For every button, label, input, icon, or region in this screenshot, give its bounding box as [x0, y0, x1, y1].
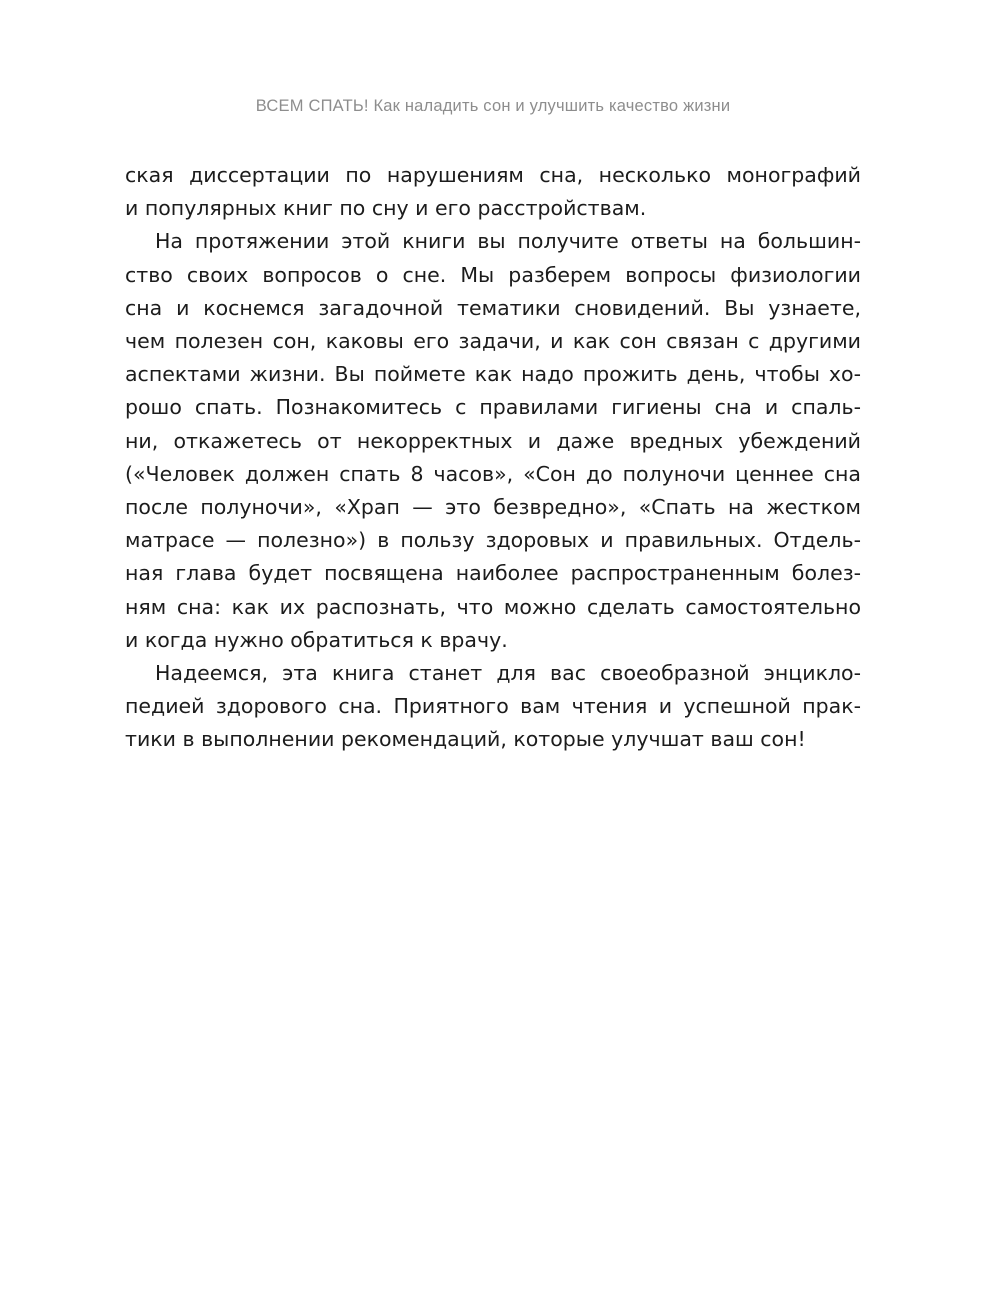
text-line: ская диссертации по нарушениям сна, несколько монографий [125, 163, 861, 187]
text-line: ням сна: как их распознать, что можно сделать самостоятельно [125, 594, 861, 619]
text-line: и популярных книг по сну и его расстройствам. [125, 196, 647, 221]
text-line: ная глава будет посвящена наиболее распространенным болез- [125, 561, 861, 586]
text-line: рошо спать. Познакомитесь с правилами гигиены сна и спаль- [125, 395, 861, 420]
text-line: тики в выполнении рекомендаций, которые улучшат ваш сон! [125, 727, 806, 752]
text-line: На протяжении этой книги вы получите ответы на большин- [155, 229, 861, 254]
text-line: ство своих вопросов о сне. Мы разберем вопросы физиологии [125, 262, 861, 287]
running-header: ВСЕМ СПАТЬ! Как наладить сон и улучшить качество жизни [255, 97, 731, 115]
text-line: Надеемся, эта книга станет для вас своеобразной энцикло- [155, 661, 861, 686]
text-line: ни, откажетесь от некорректных и даже вредных убеждений [125, 428, 861, 453]
text-line: аспектами жизни. Вы поймете как надо прожить день, чтобы хо- [125, 362, 861, 387]
text-line: («Человек должен спать 8 часов», «Сон до полуночи ценнее сна [125, 461, 861, 486]
text-line: и когда нужно обратиться к врачу. [125, 627, 508, 652]
page-body [125, 159, 861, 757]
text-line: сна и коснемся загадочной тематики сновидений. Вы узнаете, [125, 295, 861, 320]
text-line: чем полезен сон, каковы его задачи, и как сон связан с другими [125, 329, 861, 354]
text-line: после полуночи», «Храп — это безвредно», «Спать на жестком [125, 495, 861, 520]
text-line: матрасе — полезно») в пользу здоровых и правильных. Отдель- [125, 528, 861, 553]
text-line: педией здорового сна. Приятного вам чтения и успешной прак- [125, 694, 861, 719]
